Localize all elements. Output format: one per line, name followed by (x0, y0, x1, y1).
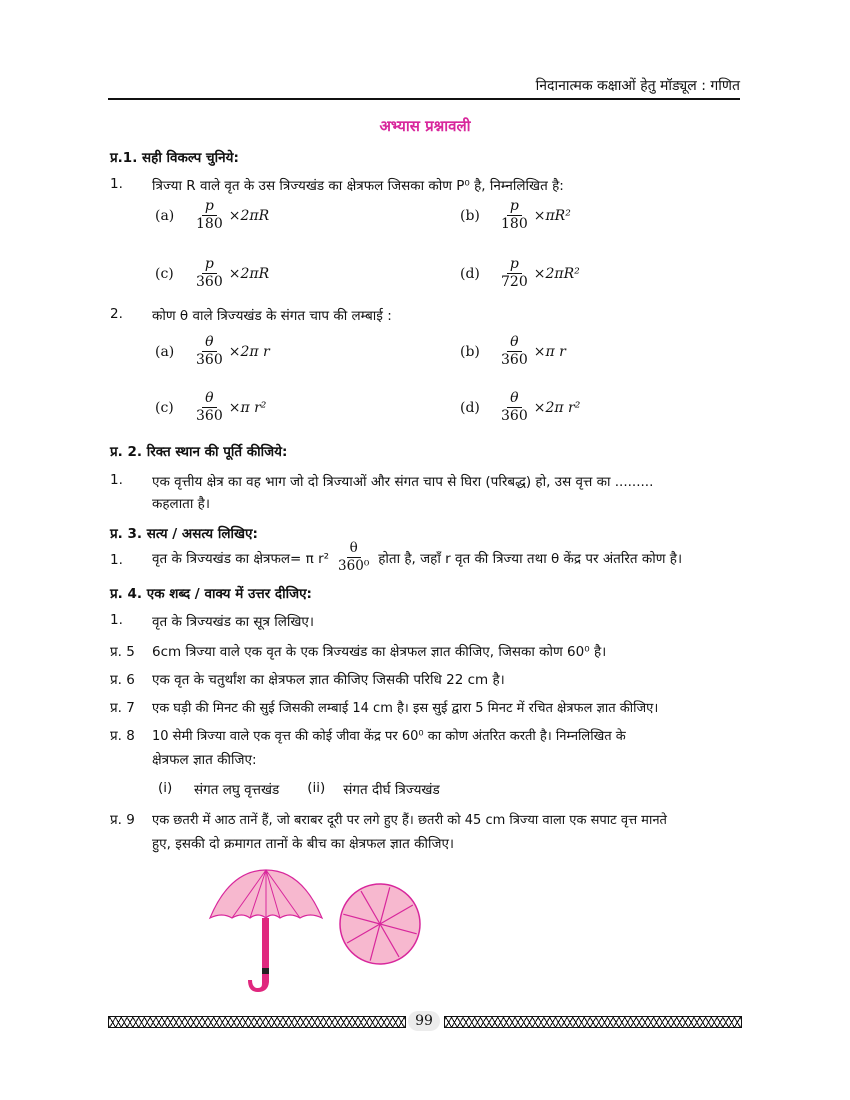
q3-item-statement (152, 540, 682, 575)
fraction: $\frac{p}{180}$ (501, 198, 528, 232)
header-title: निदानात्मक कक्षाओं हेतु मॉड्यूल : गणित (535, 78, 740, 94)
page-header (108, 68, 740, 100)
option-label: (d) (460, 265, 480, 282)
option-label: (a) (155, 207, 175, 224)
umbrella-illustration (200, 866, 530, 996)
q7-number: प्र. 7 (110, 700, 135, 716)
fraction: $\frac{\theta}{360}$ (196, 334, 223, 368)
q2-item-line1: एक वृत्तीय क्षेत्र का वह भाग जो दो त्रिज्याओं और संगत चाप से घिरा (परिबद्ध) हो, उस वृत्त का ......... (152, 474, 654, 490)
q1-heading: प्र.1. सही विकल्प चुनिये: (110, 150, 239, 166)
expression: ×2πR² (533, 265, 580, 282)
fraction: $\frac{p}{360}$ (196, 256, 223, 290)
q8-line2: क्षेत्रफल ज्ञात कीजिए: (152, 752, 257, 768)
q9-line1: एक छतरी में आठ तानें हैं, जो बराबर दूरी पर लगे हुए हैं। छतरी को 45 cm त्रिज्या वाला एक सपाट वृत्त मानते (152, 813, 667, 828)
expression: ×π r² (228, 399, 267, 416)
option-label: (d) (460, 399, 480, 416)
q9-number: प्र. 9 (110, 812, 135, 828)
option-label: (b) (460, 343, 480, 360)
fraction: $\frac{\theta}{360}$ (501, 334, 528, 368)
q7-text: एक घड़ी की मिनट की सुई जिसकी लम्बाई 14 cm है। इस सुई द्वारा 5 मिनट में रचित क्षेत्रफल ज्ञात कीजिए। (152, 701, 659, 716)
q8-sub1-label: (i) (158, 780, 173, 796)
q1-item1-option-b (460, 198, 571, 233)
q2-item-line2: कहलाता है। (152, 496, 210, 512)
q5-text: 6cm त्रिज्या वाले एक वृत के एक त्रिज्यखंड का क्षेत्रफल ज्ञात कीजिए, जिसका कोण 60⁰ है। (152, 644, 607, 660)
q1-item2-text: कोण θ वाले त्रिज्यखंड के संगत चाप की लम्बाई : (152, 308, 392, 324)
section-title: अभ्यास प्रश्नावली (379, 117, 471, 135)
option-label: (c) (155, 265, 174, 282)
q3-item-number: 1. (110, 552, 123, 568)
umbrella-icon (210, 870, 322, 992)
q8-line1: 10 सेमी त्रिज्या वाले एक वृत्त की कोई जीवा केंद्र पर 60⁰ का कोण अंतरित करती है। निम्नलिखित के (152, 729, 626, 744)
q6-number: प्र. 6 (110, 672, 135, 688)
fraction: $\frac{\theta}{360}$ (196, 390, 223, 424)
footer-border-right (444, 1016, 742, 1028)
q4-heading: प्र. 4. एक शब्द / वाक्य में उत्तर दीजिए: (110, 586, 312, 602)
q2-item-number: 1. (110, 472, 123, 488)
option-label: (c) (155, 399, 174, 416)
q1-item2-option-c (155, 390, 266, 425)
q1-item1-option-c (155, 256, 269, 291)
q4-item-number: 1. (110, 612, 123, 628)
page-number: 99 (408, 1011, 440, 1031)
q1-item2-option-a (155, 334, 270, 369)
q3-pre: वृत के त्रिज्यखंड का क्षेत्रफल= π r² (152, 550, 330, 567)
q3-fraction: $\frac{\theta}{\text{360⁰}}$ (338, 540, 370, 574)
page-footer (108, 1013, 740, 1030)
option-label: (b) (460, 207, 480, 224)
q1-item1-option-d (460, 256, 580, 291)
q8-number: प्र. 8 (110, 728, 135, 744)
expression: ×πR² (533, 207, 571, 224)
q9-line2: हुए, इसकी दो क्रमागत तानों के बीच का क्षेत्रफल ज्ञात कीजिए। (152, 836, 455, 852)
q2-heading: प्र. 2. रिक्त स्थान की पूर्ति कीजिये: (110, 444, 288, 460)
q8-sub1-text: संगत लघु वृत्तखंड (194, 782, 280, 798)
umbrella-disc-icon (340, 884, 420, 964)
q3-post: होता है, जहाँ r वृत की त्रिज्या तथा θ केंद्र पर अंतरित कोण है। (378, 550, 683, 567)
q1-item2-number: 2. (110, 306, 123, 322)
fraction: $\frac{p}{720}$ (501, 256, 528, 290)
q8-sub-items (158, 780, 440, 798)
option-label: (a) (155, 343, 175, 360)
q8-sub2-text: संगत दीर्घ त्रिज्यखंड (343, 782, 440, 798)
q1-item2-option-d (460, 390, 580, 425)
expression: ×2π r² (533, 399, 581, 416)
q1-item2-option-b (460, 334, 566, 369)
q8-sub2-label: (ii) (307, 780, 326, 796)
expression: ×2πR (228, 207, 270, 224)
q1-item1-text: त्रिज्या R वाले वृत के उस त्रिज्यखंड का क्षेत्रफल जिसका कोण P⁰ है, निम्नलिखित है: (152, 178, 564, 194)
expression: ×π r (533, 343, 566, 360)
q1-item1-option-a (155, 198, 269, 233)
q6-text: एक वृत के चतुर्थांश का क्षेत्रफल ज्ञात कीजिए जिसकी परिधि 22 cm है। (152, 672, 505, 688)
footer-border-left (108, 1016, 406, 1028)
fraction: $\frac{\theta}{360}$ (501, 390, 528, 424)
fraction: $\frac{p}{180}$ (196, 198, 223, 232)
expression: ×2π r (228, 343, 270, 360)
expression: ×2πR (228, 265, 270, 282)
q5-number: प्र. 5 (110, 644, 135, 660)
q3-heading: प्र. 3. सत्य / असत्य लिखिए: (110, 526, 258, 542)
q1-item1-number: 1. (110, 176, 123, 192)
q4-item-text: वृत के त्रिज्यखंड का सूत्र लिखिए। (152, 614, 315, 630)
